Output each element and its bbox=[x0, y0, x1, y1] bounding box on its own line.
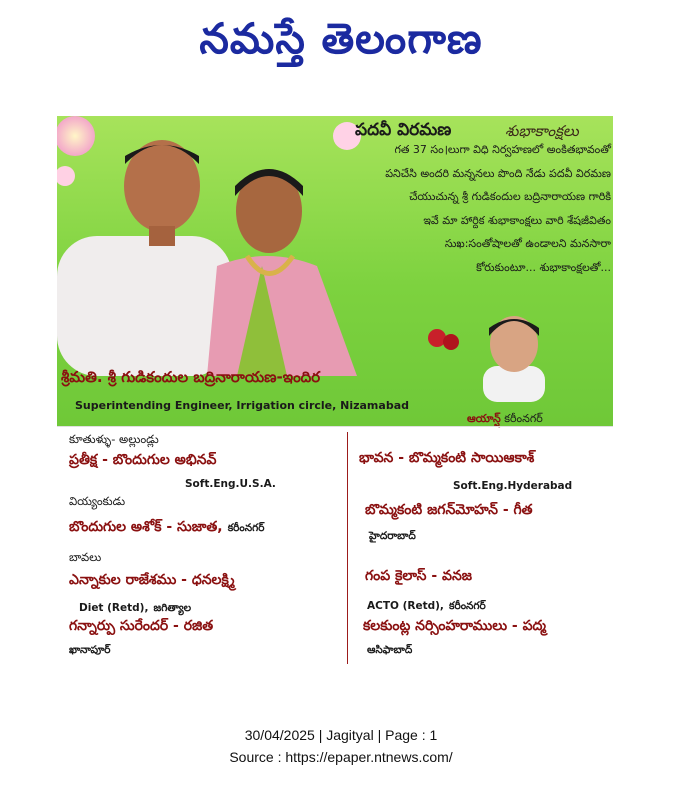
relative-line: ఎన్నాకుల రాజేశము - ధనలక్ష్మి bbox=[69, 572, 235, 588]
retirement-advertisement bbox=[57, 116, 613, 666]
message-line: గత 37 సం।లుగా విధి నిర్వహణలో అంకితభావంతో bbox=[394, 143, 611, 156]
relative-line bbox=[69, 516, 264, 538]
relative-occupation: Diet (Retd), bbox=[79, 602, 149, 614]
relative-place: కరీంనగర్ bbox=[449, 600, 486, 612]
message-line: కోరుకుంటూ... శుభాకాంక్షలతో... bbox=[476, 260, 611, 274]
message-line: పనిచేసి అందరి మన్ననలు పొంది నేడు పదవీ విరమణ bbox=[385, 166, 611, 180]
child-name: ఆయాన్ష్ bbox=[467, 412, 501, 425]
newspaper-masthead: నమస్తే తెలంగాణ bbox=[199, 14, 483, 63]
couple-name: శ్రీమతి. శ్రీ గుడికందుల బద్రినారాయణ-ఇందిర bbox=[61, 368, 321, 386]
heading-brothers-in-law: బావలు bbox=[69, 550, 102, 564]
relative-place: హైదరాబాద్ bbox=[369, 530, 416, 542]
message-line: చేయుచున్న శ్రీ గుడికందుల బద్రినారాయణ గారికి bbox=[409, 190, 611, 203]
relative-note bbox=[367, 594, 486, 615]
greeting-message bbox=[297, 138, 611, 279]
relative-occupation: ACTO (Retd), bbox=[367, 600, 444, 612]
relative-place: ఆసిఫాబాద్ bbox=[367, 644, 413, 656]
rose-decoration-icon bbox=[425, 326, 461, 352]
relative-line: భావన - బొమ్మకంటి సాయిఆకాశ్ bbox=[359, 450, 535, 466]
relative-note: Soft.Eng.U.S.A. bbox=[185, 478, 276, 490]
message-line: ఇవే మా హార్దిక శుభాకాంక్షలు వారి శేషజీవితం bbox=[423, 213, 611, 227]
relative-note bbox=[79, 596, 191, 617]
relative-name: బొందుగుల అశోక్ - సుజాత, bbox=[69, 519, 223, 535]
source-line: Source : https://epaper.ntnews.com/ bbox=[229, 749, 453, 765]
relative-place: ఖానాపూర్ bbox=[69, 644, 111, 656]
relative-note: Soft.Eng.Hyderabad bbox=[453, 480, 573, 492]
relative-line: బొమ్మకంటి జగన్‌మోహన్ - గీత bbox=[365, 502, 533, 518]
heading-in-law: వియ్యంకుడు bbox=[69, 494, 126, 508]
section-line bbox=[57, 426, 613, 427]
heading-daughters: కూతుళ్ళు- అల్లుండ్లు bbox=[69, 432, 159, 446]
message-line: సుఖ:సంతోషాలతో ఉండాలని మనసారా bbox=[444, 237, 611, 250]
relative-line: ప్రతీక్ష - బొందుగుల అభినవ్ bbox=[69, 452, 217, 468]
designation: Superintending Engineer, Irrigation circle, Nizamabad bbox=[75, 399, 409, 412]
page-caption bbox=[0, 724, 682, 768]
date-line: 30/04/2025 | Jagityal | Page : 1 bbox=[244, 727, 438, 743]
child-photo bbox=[475, 306, 553, 402]
ad-title: పదవీ విరమణ bbox=[355, 120, 452, 140]
column-divider bbox=[347, 432, 348, 664]
ad-banner bbox=[57, 116, 613, 426]
relative-line: గంప కైలాస్ - వనజ bbox=[365, 568, 473, 584]
relative-place: కరీంనగర్ bbox=[227, 522, 265, 534]
ad-script-greeting: శుభాకాంక్షలు bbox=[505, 122, 579, 140]
relative-line: గన్నార్పు సురేందర్ - రజిత bbox=[69, 618, 214, 634]
relative-line: కలకుంట్ల నర్సింహరాములు - పద్మ bbox=[363, 618, 546, 634]
relative-place: జగిత్యాల bbox=[153, 602, 192, 614]
child-place: కరీంనగర్ bbox=[504, 412, 543, 425]
